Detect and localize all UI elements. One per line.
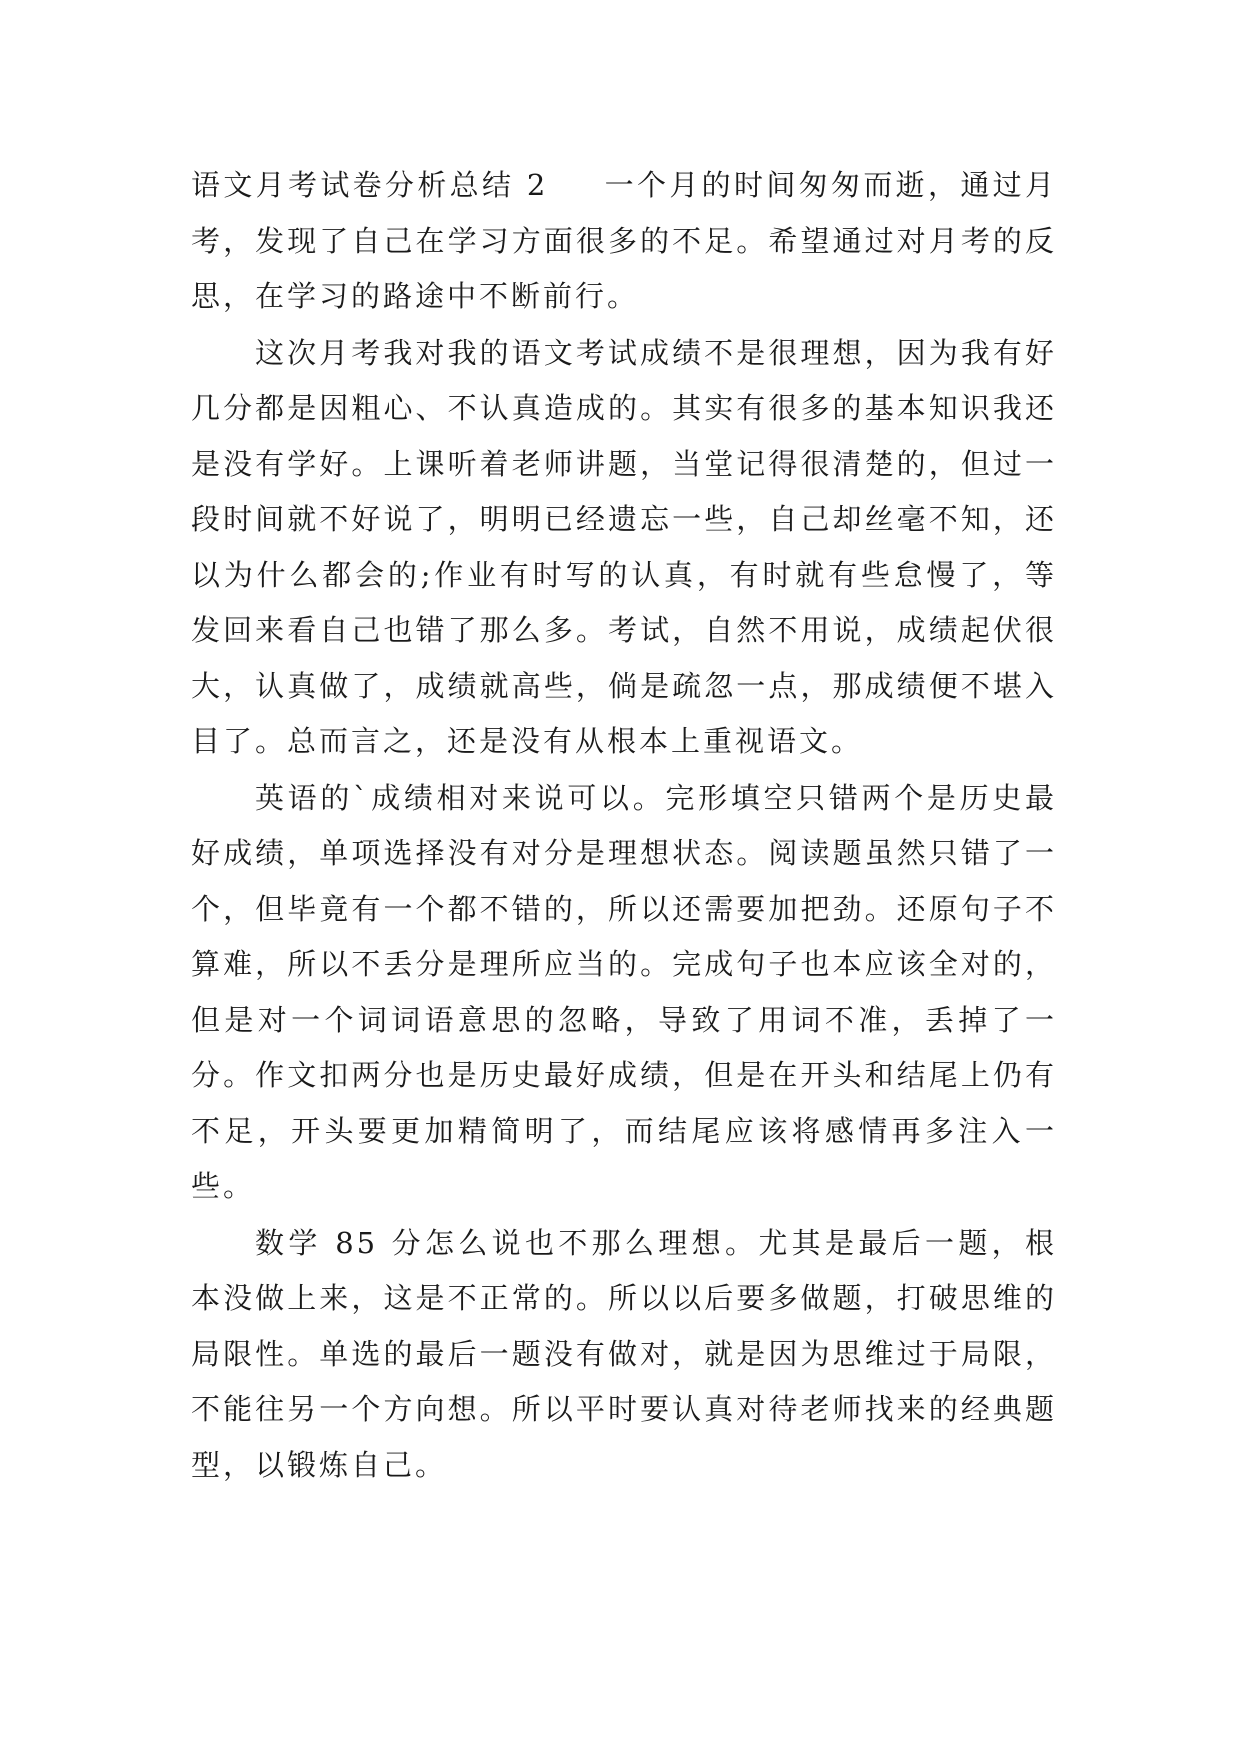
paragraph-chinese: 这次月考我对我的语文考试成绩不是很理想，因为我有好几分都是因粗心、不认真造成的。其实有很多的基本知识我还是没有学好。上课听着老师讲题，当堂记得很清楚的，但过一段时间就不好说了，明明已经遗忘一些，自己却丝毫不知，还以为什么都会的;作业有时写的认真，有时就有些怠慢了，等发回来看自己也错了那么多。考试，自然不用说，成绩起伏很大，认真做了，成绩就高些，倘是疏忽一点，那成绩便不堪入目了。总而言之，还是没有从根本上重视语文。: [191, 335, 1057, 758]
intro-text: 一个月的时间匆匆而逝，通过月考，发现了自己在学习方面很多的不足。希望通过对月考的反思，在学习的路途中不断前行。: [191, 168, 1057, 313]
paragraph-english: 英语的`成绩相对来说可以。完形填空只错两个是历史最好成绩，单项选择没有对分是理想状态。阅读题虽然只错了一个，但毕竟有一个都不错的，所以还需要加把劲。还原句子不算难，所以不丢分是理所应当的。完成句子也本应该全对的，但是对一个词词语意思的忽略，导致了用词不准，丢掉了一分。作文扣两分也是历史最好成绩，但是在开头和结尾上仍有不足，开头要更加精简明了，而结尾应该将感情再多注入一些。: [191, 780, 1057, 1203]
document-title: 语文月考试卷分析总结 2: [191, 168, 549, 202]
intro-paragraph: [191, 158, 1057, 325]
document-body: [191, 158, 1057, 1494]
paragraph-math: 数学 85 分怎么说也不那么理想。尤其是最后一题，根本没做上来，这是不正常的。所以以后要多做题，打破思维的局限性。单选的最后一题没有做对，就是因为思维过于局限，不能往另一个方向想。所以平时要认真对待老师找来的经典题型，以锻炼自己。: [191, 1225, 1057, 1482]
